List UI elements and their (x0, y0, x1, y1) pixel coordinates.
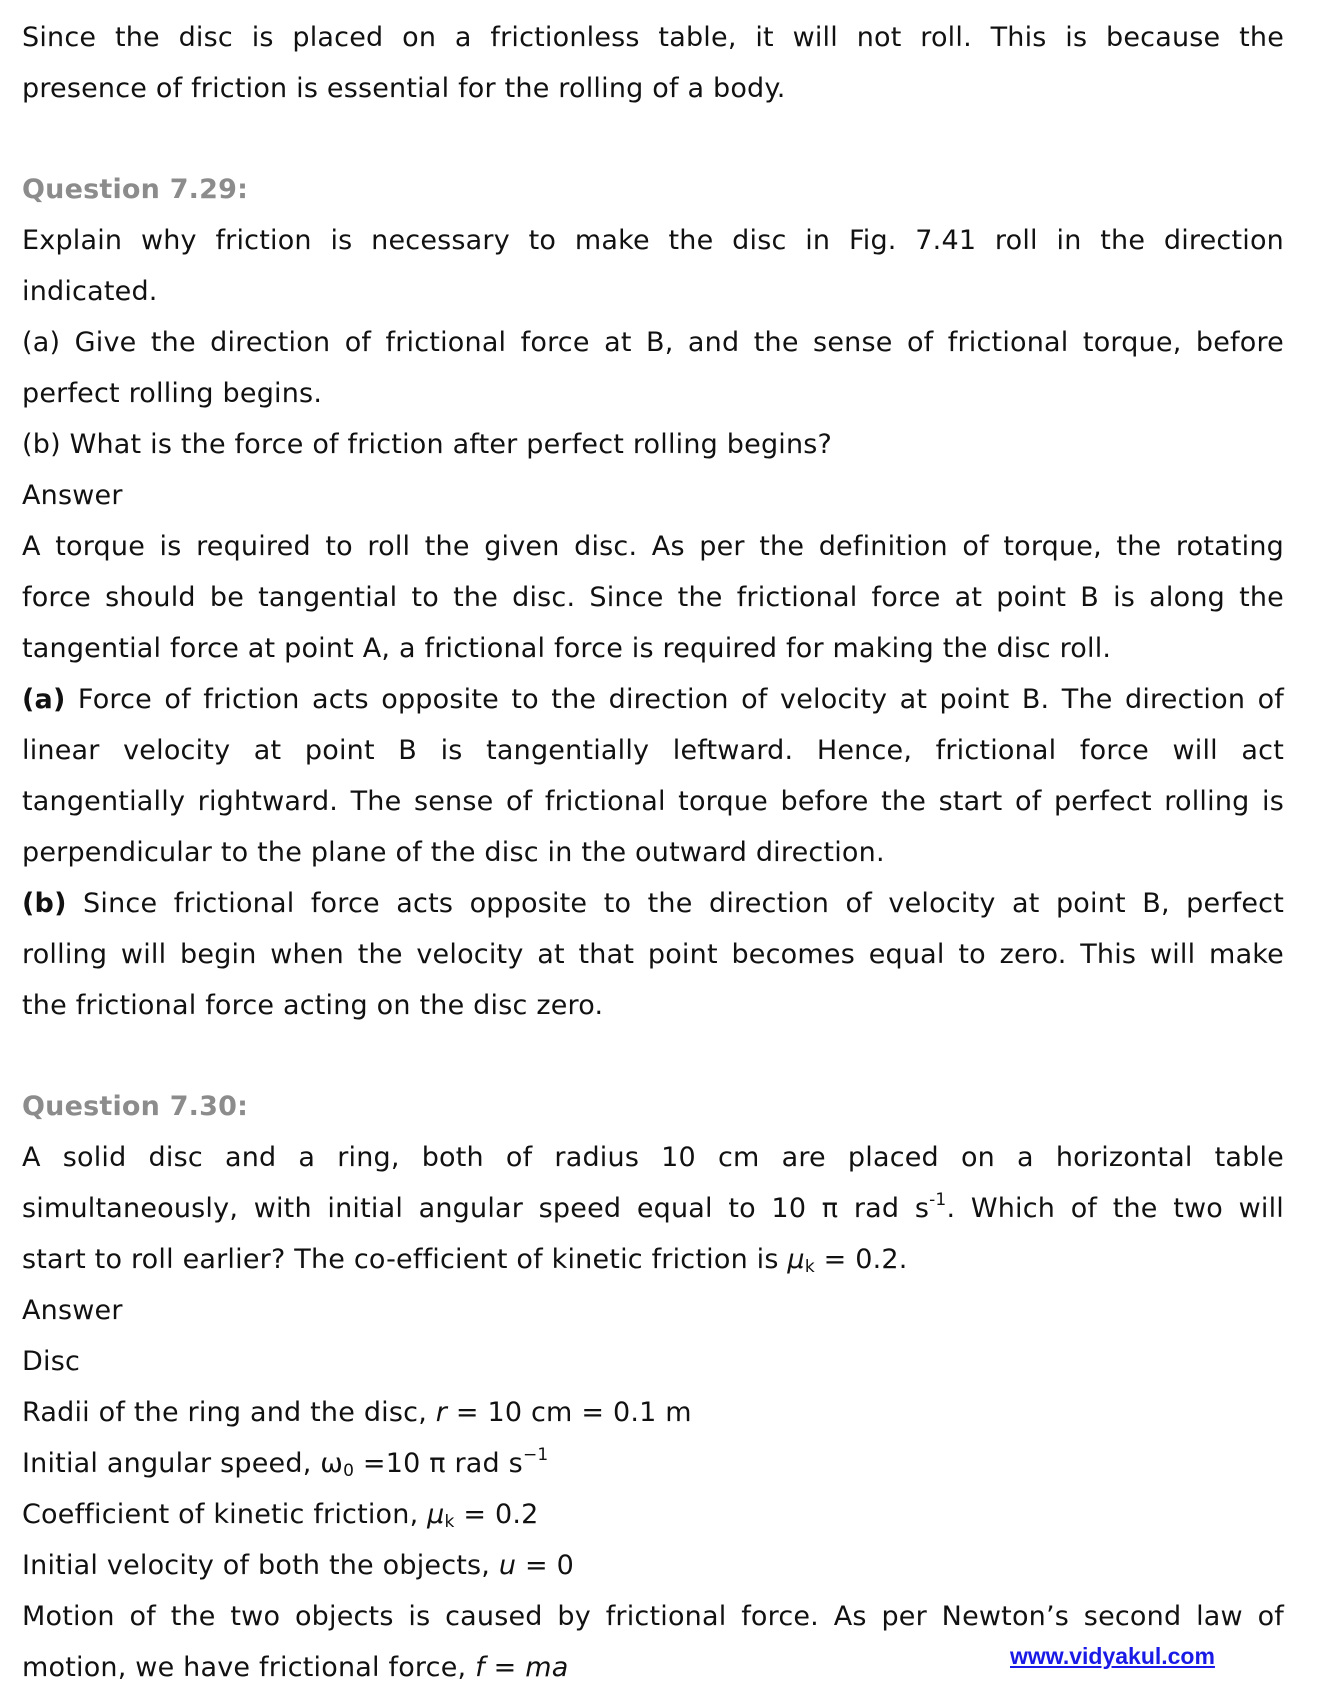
q30-answer-label: Answer (22, 1295, 123, 1326)
vel-var: u (498, 1550, 517, 1581)
q30-radii (22, 1387, 1284, 1438)
q29-answer-line-3: tangential force at point A, a frictional force is required for making the disc roll. (22, 633, 1112, 664)
coef-mu: μ (427, 1499, 445, 1530)
q30-motion-line-1: Motion of the two objects is caused by frictional force. As per Newton’s second law of (22, 1601, 1284, 1632)
q29-answer-label: Answer (22, 480, 123, 511)
radii-value: = 10 cm = 0.1 m (447, 1397, 692, 1428)
equals: = (484, 1652, 526, 1683)
part-a-label: (a) (22, 684, 66, 715)
q29-a-line-4: perpendicular to the plane of the disc in the outward direction. (22, 837, 885, 868)
radii-text: Radii of the ring and the disc, (22, 1397, 436, 1428)
q29-a-text-1: Force of friction acts opposite to the direction of velocity at point B. The direction of (65, 684, 1284, 715)
q29-part-a-line-1: (a) Give the direction of frictional force at B, and the sense of frictional torque, before (22, 327, 1284, 358)
q30-q2-text-b: . Which of the two will (946, 1193, 1284, 1224)
q29-question-line-2: indicated. (22, 276, 158, 307)
q30-question-line-2 (22, 1183, 1284, 1234)
question-7-29-heading: Question 7.29: (22, 174, 249, 205)
q30-question-line-3 (22, 1234, 1284, 1285)
q29-b-text-1: Since frictional force acts opposite to the direction of velocity at point B, perfect (66, 888, 1284, 919)
q30-question-line-1: A solid disc and a ring, both of radius 10 cm are placed on a horizontal table (22, 1142, 1284, 1173)
omega-text: Initial angular speed, ω (22, 1448, 344, 1479)
mu-symbol: μ (787, 1244, 805, 1275)
vidyakul-link[interactable]: www.vidyakul.com (1010, 1643, 1215, 1669)
vel-value: = 0 (516, 1550, 574, 1581)
q30-q2-text-a: simultaneously, with initial angular speed equal to 10 π rad s (22, 1193, 930, 1224)
q30-velocity (22, 1540, 1284, 1591)
omega-subscript: 0 (343, 1461, 355, 1481)
omega-sup: −1 (522, 1445, 549, 1465)
question-7-30-heading: Question 7.30: (22, 1091, 249, 1122)
q30-coefficient (22, 1489, 1284, 1540)
q29-b-line-1 (22, 878, 1284, 929)
q29-a-line-3: tangentially rightward. The sense of frictional torque before the start of perfect rolling is (22, 786, 1284, 817)
radii-var: r (435, 1397, 448, 1428)
q29-answer-line-1: A torque is required to roll the given disc. As per the definition of torque, the rotating (22, 531, 1284, 562)
q29-b-line-2: rolling will begin when the velocity at that point becomes equal to zero. This will make (22, 939, 1284, 970)
q30-q3-text-a: start to roll earlier? The co-efficient of kinetic friction is (22, 1244, 788, 1275)
mu-subscript: k (804, 1257, 815, 1277)
q30-omega (22, 1438, 1284, 1489)
part-b-label: (b) (22, 888, 67, 919)
q29-a-line-2: linear velocity at point B is tangentially leftward. Hence, frictional force will act (22, 735, 1284, 766)
q29-part-b: (b) What is the force of friction after perfect rolling begins? (22, 429, 833, 460)
motion-text: motion, we have frictional force, (22, 1652, 476, 1683)
force-var: f (475, 1652, 485, 1683)
q29-answer-line-2: force should be tangential to the disc. Since the frictional force at point B is along the (22, 582, 1284, 613)
coef-text: Coefficient of kinetic friction, (22, 1499, 428, 1530)
q30-q2-sup: -1 (929, 1190, 947, 1210)
ma-var: ma (525, 1652, 569, 1683)
q29-b-line-3: the frictional force acting on the disc zero. (22, 990, 604, 1021)
q30-q3-text-b: = 0.2. (814, 1244, 908, 1275)
intro-line-1: Since the disc is placed on a frictionless table, it will not roll. This is because the (22, 22, 1284, 53)
document-page (22, 12, 1284, 1693)
q29-part-a-line-2: perfect rolling begins. (22, 378, 323, 409)
q30-disc-label: Disc (22, 1346, 81, 1377)
coef-sub: k (444, 1512, 455, 1532)
omega-value: =10 π rad s (354, 1448, 523, 1479)
vel-text: Initial velocity of both the objects, (22, 1550, 499, 1581)
coef-value: = 0.2 (454, 1499, 539, 1530)
q29-a-line-1 (22, 674, 1284, 725)
q29-question-line-1: Explain why friction is necessary to make the disc in Fig. 7.41 roll in the direction (22, 225, 1284, 256)
intro-line-2: presence of friction is essential for the rolling of a body. (22, 73, 786, 104)
